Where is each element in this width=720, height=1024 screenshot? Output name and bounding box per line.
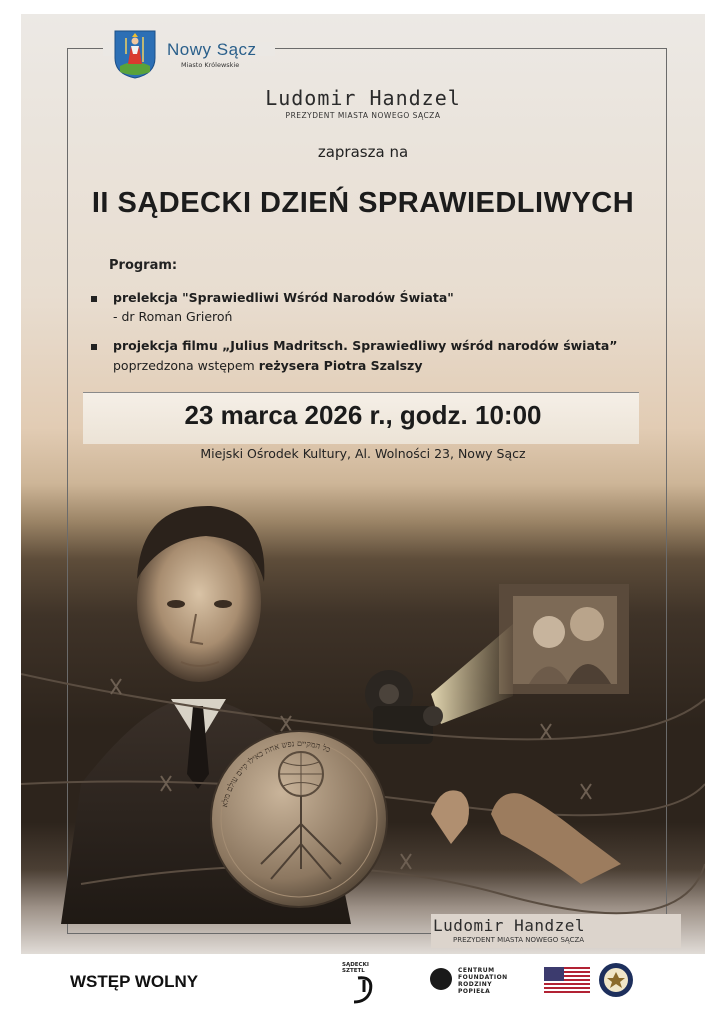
city-crest-icon [112, 28, 158, 80]
event-date-time: 23 marca 2026 r., godz. 10:00 [184, 400, 542, 430]
us-flag-icon [544, 967, 590, 993]
centrum-line-3: RODZINY [458, 981, 493, 988]
poster-artwork [21, 484, 705, 924]
program-item-2-title: projekcja filmu „Julius Madritsch. Sprawiedliwy wśród narodów świata” [113, 338, 618, 353]
centrum-line-2: FOUNDATION [458, 974, 508, 981]
event-title: II SĄDECKI DZIEŃ SPRAWIEDLIWYCH [91, 187, 635, 219]
host-title: PREZYDENT MIASTA NOWEGO SĄCZA [285, 111, 441, 120]
centrum-line-1: CENTRUM [458, 967, 495, 974]
free-entry-label: WSTĘP WOLNY [70, 972, 199, 991]
program-item-2-intro: poprzedzona wstępem reżysera Piotra Szalszy [113, 358, 423, 373]
program-item-1-title: prelekcja "Sprawiedliwi Wśród Narodów Świata" [113, 290, 454, 305]
hand-left [431, 790, 469, 844]
window-hiding-figures [499, 584, 629, 694]
sztetl-line-1: SĄDECKI [342, 962, 369, 968]
poster [21, 14, 705, 954]
signature-title: PREZYDENT MIASTA NOWEGO SĄCZA [453, 936, 585, 944]
invite-text: zaprasza na [317, 143, 409, 161]
sadecki-sztetl-logo [340, 962, 386, 1006]
signature-name: Ludomir Handzel [433, 916, 585, 935]
bullet-icon [91, 344, 97, 350]
projector-beam [431, 624, 513, 724]
city-name: Nowy Sącz [167, 40, 257, 59]
sztetl-line-2: SZTETL [342, 968, 365, 974]
event-venue: Miejski Ośrodek Kultury, Al. Wolności 23, Nowy Sącz [200, 446, 526, 461]
hand-right [491, 793, 621, 884]
host-name: Ludomir Handzel [265, 86, 461, 110]
centrum-line-4: POPIEŁA [458, 988, 491, 995]
us-state-department-seal-icon [598, 962, 634, 998]
sztetl-mark-icon [340, 962, 386, 1006]
righteous-medal-icon [211, 731, 387, 907]
centrum-foundation-logo [430, 966, 520, 996]
program-label: Program: [109, 258, 178, 273]
bullet-icon [91, 296, 97, 302]
medal-inscription: כל המקיים נפש אחת כאילו קיים עולם מלא [219, 739, 332, 808]
centrum-logo-mark-icon [430, 968, 452, 990]
program-item-1-speaker: - dr Roman Grieroń [113, 309, 233, 324]
city-subtitle: Miasto Królewskie [181, 61, 240, 69]
